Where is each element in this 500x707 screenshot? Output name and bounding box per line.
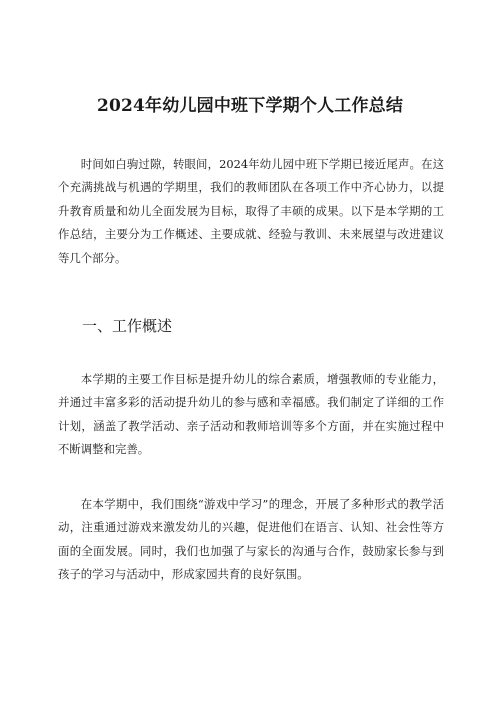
intro-paragraph: 时间如白驹过隙，转眼间，2024年幼儿园中班下学期已接近尾声。在这个充满挑战与机遇的学期里，我们的教师团队在各项工作中齐心协力，以提升教育质量和幼儿全面发展为目标，取得了丰硕的成果。以下是本学期的工作总结，主要分为工作概述、主要成就、经验与教训、未来展望与改进建议等几个部分。: [58, 157, 444, 265]
overview-paragraph-2: 在本学期中，我们围绕“游戏中学习”的理念，开展了多种形式的教学活动，注重通过游戏来激发幼儿的兴趣，促进他们在语言、认知、社会性等方面的全面发展。同时，我们也加强了与家长的沟通与合作，鼓励家长参与到孩子的学习与活动中，形成家园共育的良好氛围。: [58, 497, 444, 582]
overview-paragraph-1: 本学期的主要工作目标是提升幼儿的综合素质，增强教师的专业能力，并通过丰富多彩的活动提升幼儿的参与感和幸福感。我们制定了详细的工作计划，涵盖了教学活动、亲子活动和教师培训等多个方面，并在实施过程中不断调整和完善。: [58, 372, 444, 457]
document-title: 2024年幼儿园中班下学期个人工作总结: [96, 96, 404, 116]
section-heading-work-overview: 一、工作概述: [82, 317, 173, 335]
